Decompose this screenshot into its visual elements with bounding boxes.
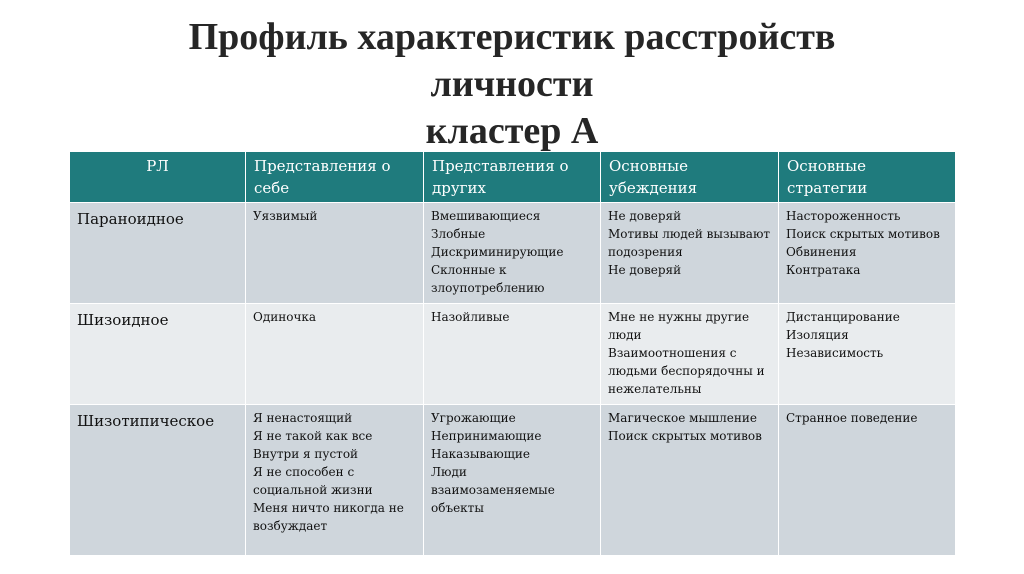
cell-line: Уязвимый	[253, 209, 318, 223]
cell-line: Я не такой как все	[253, 429, 373, 443]
cell-line: Поиск скрытых мотивов	[786, 227, 940, 241]
header-rl: РЛ	[70, 152, 246, 203]
header-beliefs: Основные убеждения	[601, 152, 779, 203]
row-beliefs	[601, 405, 779, 556]
cell-line: Я ненастоящий	[253, 411, 353, 425]
title-line-3: кластер А	[425, 110, 599, 152]
row-self	[246, 405, 424, 556]
cell-line: Мне не нужны другие люди	[608, 310, 750, 342]
header-strategies: Основные стратегии	[779, 152, 956, 203]
row-beliefs	[601, 203, 779, 304]
row-name: Шизоидное	[70, 304, 246, 405]
cell-line: Странное поведение	[786, 411, 918, 425]
title-line-1: Профиль характеристик расстройств	[188, 16, 836, 58]
cell-line: Дистанцирование	[786, 310, 900, 324]
cell-line: Обвинения	[786, 245, 857, 259]
personality-profile-table	[69, 151, 956, 556]
cell-line: Дискриминирующие	[431, 245, 564, 259]
title-line-2: личности	[430, 63, 594, 105]
row-strategies	[779, 203, 956, 304]
row-beliefs	[601, 304, 779, 405]
row-others	[424, 405, 601, 556]
row-name: Параноидное	[70, 203, 246, 304]
cell-line: Угрожающие	[431, 411, 516, 425]
cell-line: Одиночка	[253, 310, 317, 324]
cell-line: Наказывающие	[431, 447, 530, 461]
header-self: Представления о себе	[246, 152, 424, 203]
page-title	[0, 14, 1024, 155]
cell-line: Изоляция	[786, 328, 849, 342]
row-strategies	[779, 304, 956, 405]
row-others	[424, 203, 601, 304]
cell-line: Меня ничто никогда не возбуждает	[253, 501, 404, 533]
cell-line: Контратака	[786, 263, 861, 277]
cell-line: Настороженность	[786, 209, 901, 223]
cell-line: Внутри я пустой	[253, 447, 359, 461]
table-header-row	[70, 152, 956, 203]
cell-line: Люди взаимозаменяемые объекты	[431, 465, 555, 515]
cell-line: Не доверяй	[608, 209, 682, 223]
cell-line: Взаимоотношения с людьми беспорядочны и нежелательны	[608, 346, 765, 396]
row-self	[246, 203, 424, 304]
row-strategies	[779, 405, 956, 556]
cell-line: Непринимающие	[431, 429, 542, 443]
table-row	[70, 304, 956, 405]
row-self	[246, 304, 424, 405]
cell-line: Независимость	[786, 346, 884, 360]
cell-line: Не доверяй	[608, 263, 682, 277]
cell-line: Назойливые	[431, 310, 510, 324]
row-others	[424, 304, 601, 405]
cell-line: Я не способен с социальной жизни	[253, 465, 373, 497]
cell-line: Магическое мышление	[608, 411, 757, 425]
row-name: Шизотипическое	[70, 405, 246, 556]
cell-line: Склонные к злоупотреблению	[431, 263, 545, 295]
table-row	[70, 405, 956, 556]
table-row	[70, 203, 956, 304]
cell-line: Вмешивающиеся	[431, 209, 541, 223]
header-others: Представления о других	[424, 152, 601, 203]
cell-line: Мотивы людей вызывают подозрения	[608, 227, 771, 259]
cell-line: Поиск скрытых мотивов	[608, 429, 762, 443]
cell-line: Злобные	[431, 227, 486, 241]
